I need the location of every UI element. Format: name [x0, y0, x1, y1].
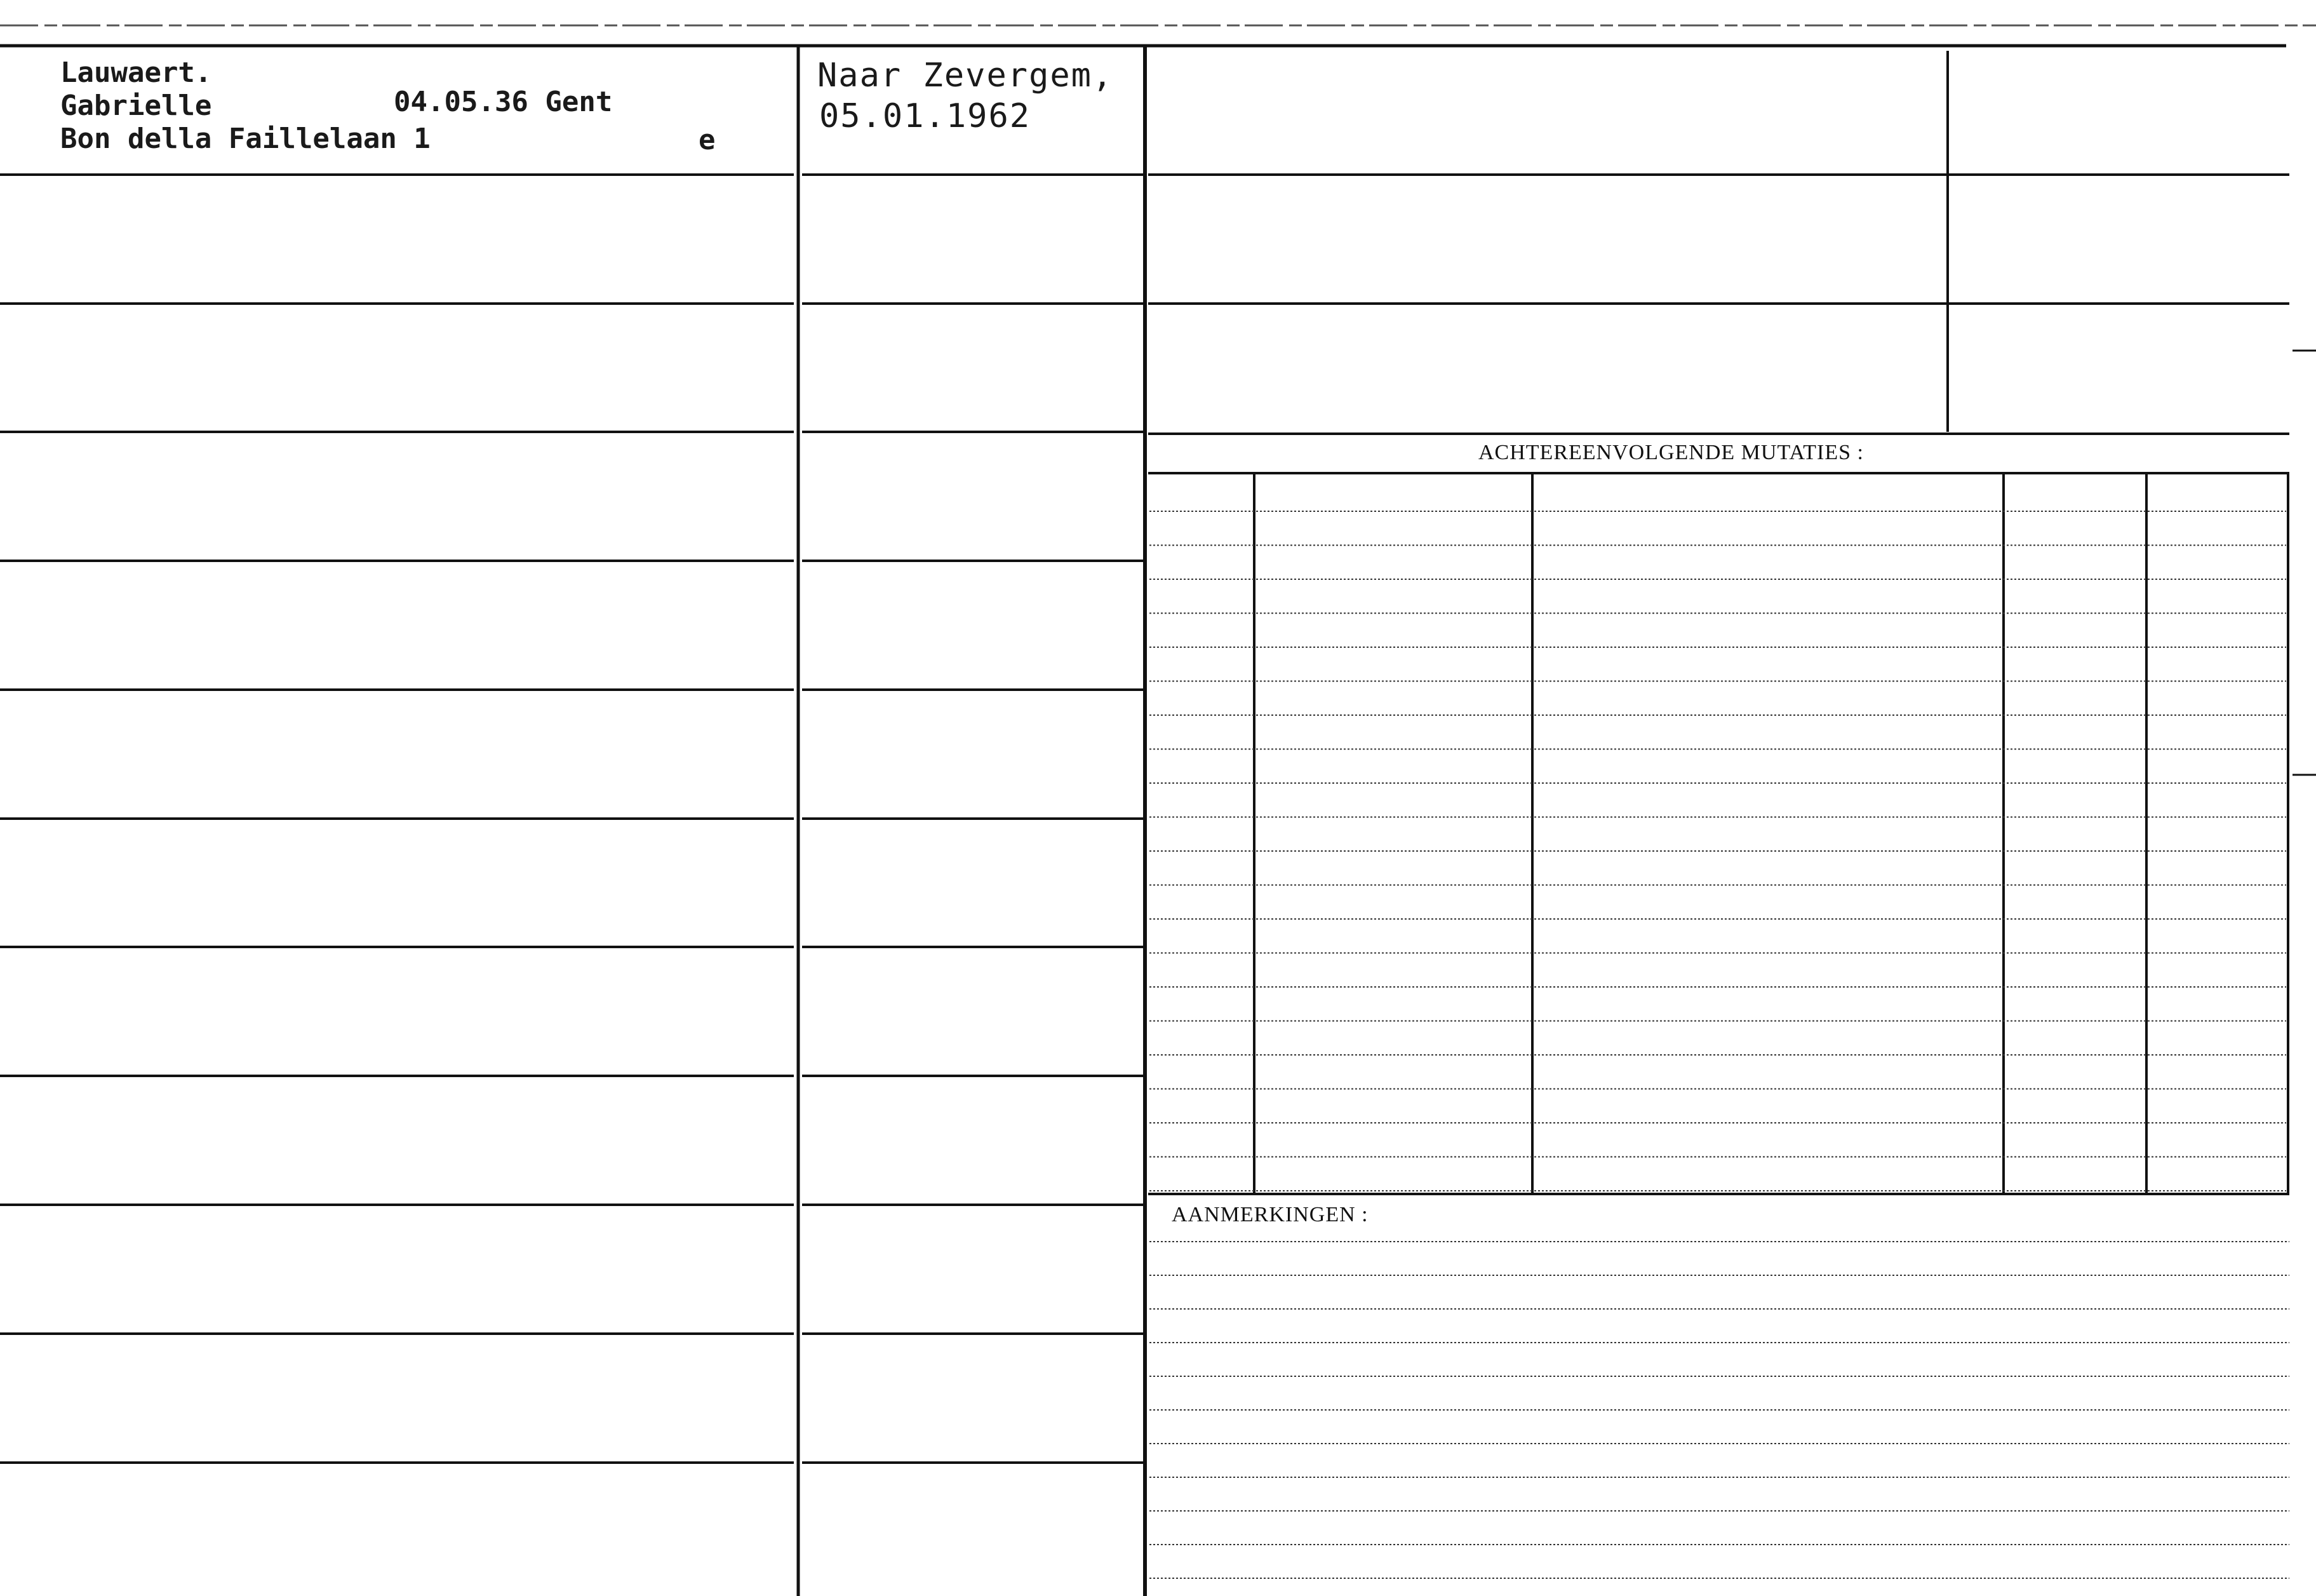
surname-entry: Lauwaert. [60, 57, 212, 89]
right-upper-lines [1148, 175, 2289, 434]
left-row-lines [0, 175, 794, 1463]
mutations-table-frame [1148, 473, 2289, 1194]
remarks-dotted-rows [1149, 1242, 2289, 1578]
middle-row-lines [802, 175, 1143, 1463]
first-name-entry: Gabrielle [60, 90, 212, 122]
mutations-heading: ACHTEREENVOLGENDE MUTATIES : [1478, 441, 1864, 464]
address-entry: Bon della Faillelaan 1 [60, 123, 431, 155]
mutations-dotted-rows [1149, 511, 2286, 1191]
remarks-heading: AANMERKINGEN : [1172, 1203, 1369, 1226]
destination-date: 05.01.1962 [819, 97, 1031, 135]
birth-entry: 04.05.36 Gent [394, 86, 613, 118]
destination-place: Naar Zevergem, [817, 57, 1114, 95]
mark-entry: e [699, 124, 716, 156]
